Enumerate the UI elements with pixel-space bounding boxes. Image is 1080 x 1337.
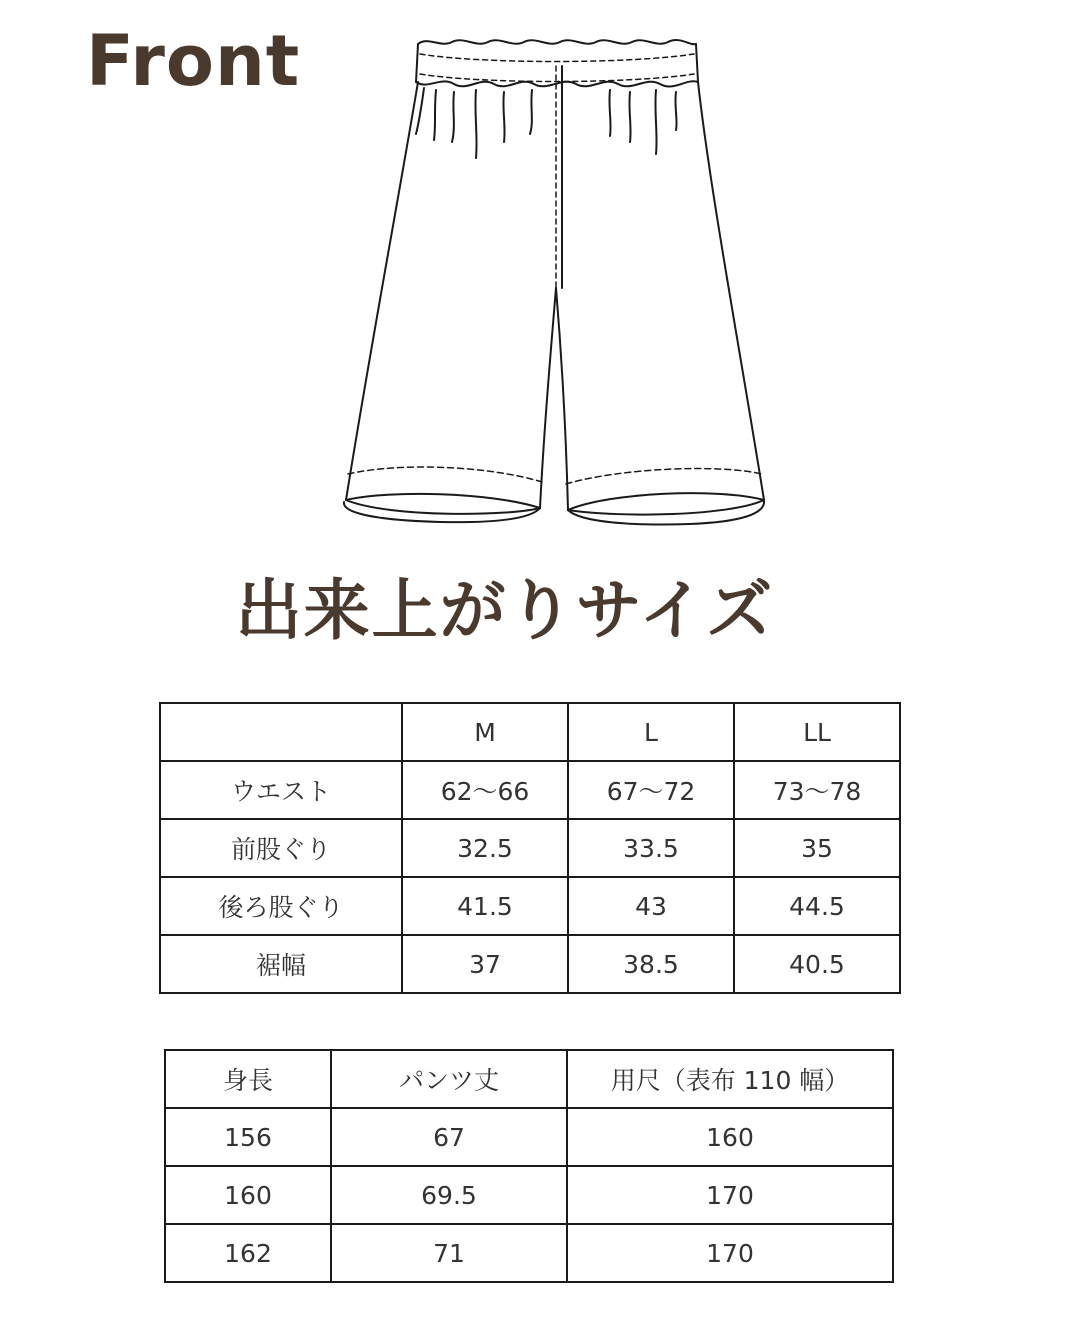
table-cell: 170 [567, 1166, 893, 1224]
header-cell-empty [160, 703, 402, 761]
table-cell: 162 [165, 1224, 331, 1282]
table-row [165, 1224, 893, 1282]
table-cell: 170 [567, 1224, 893, 1282]
table-cell: 43 [568, 877, 734, 935]
table-cell: 35 [734, 819, 900, 877]
table-cell: 160 [165, 1166, 331, 1224]
table-cell: 38.5 [568, 935, 734, 993]
table-cell: 32.5 [402, 819, 568, 877]
table-header-row [165, 1050, 893, 1108]
pants-front-line-drawing-icon [330, 30, 780, 530]
length-yardage-table [164, 1049, 894, 1283]
header-cell-m: M [402, 703, 568, 761]
row-label: 後ろ股ぐり [160, 877, 402, 935]
table-row [160, 819, 900, 877]
row-label: 前股ぐり [160, 819, 402, 877]
table-cell: 69.5 [331, 1166, 567, 1224]
table-cell: 33.5 [568, 819, 734, 877]
finished-size-table [159, 702, 901, 994]
header-cell-height: 身長 [165, 1050, 331, 1108]
table-cell: 37 [402, 935, 568, 993]
table-cell: 62〜66 [402, 761, 568, 819]
table-cell: 71 [331, 1224, 567, 1282]
header-cell-l: L [568, 703, 734, 761]
header-cell-ll: LL [734, 703, 900, 761]
header-cell-yardage: 用尺（表布 110 幅） [567, 1050, 893, 1108]
view-label: Front [86, 20, 301, 102]
header-cell-pants-length: パンツ丈 [331, 1050, 567, 1108]
table-row [165, 1166, 893, 1224]
table-cell: 67〜72 [568, 761, 734, 819]
table-header-row [160, 703, 900, 761]
table-cell: 160 [567, 1108, 893, 1166]
table-row [165, 1108, 893, 1166]
section-title: 出来上がりサイズ [235, 572, 775, 649]
table-cell: 67 [331, 1108, 567, 1166]
table-cell: 40.5 [734, 935, 900, 993]
table-row [160, 761, 900, 819]
table-cell: 44.5 [734, 877, 900, 935]
table-row [160, 935, 900, 993]
table-cell: 41.5 [402, 877, 568, 935]
row-label: ウエスト [160, 761, 402, 819]
table-row [160, 877, 900, 935]
table-cell: 73〜78 [734, 761, 900, 819]
row-label: 裾幅 [160, 935, 402, 993]
table-cell: 156 [165, 1108, 331, 1166]
